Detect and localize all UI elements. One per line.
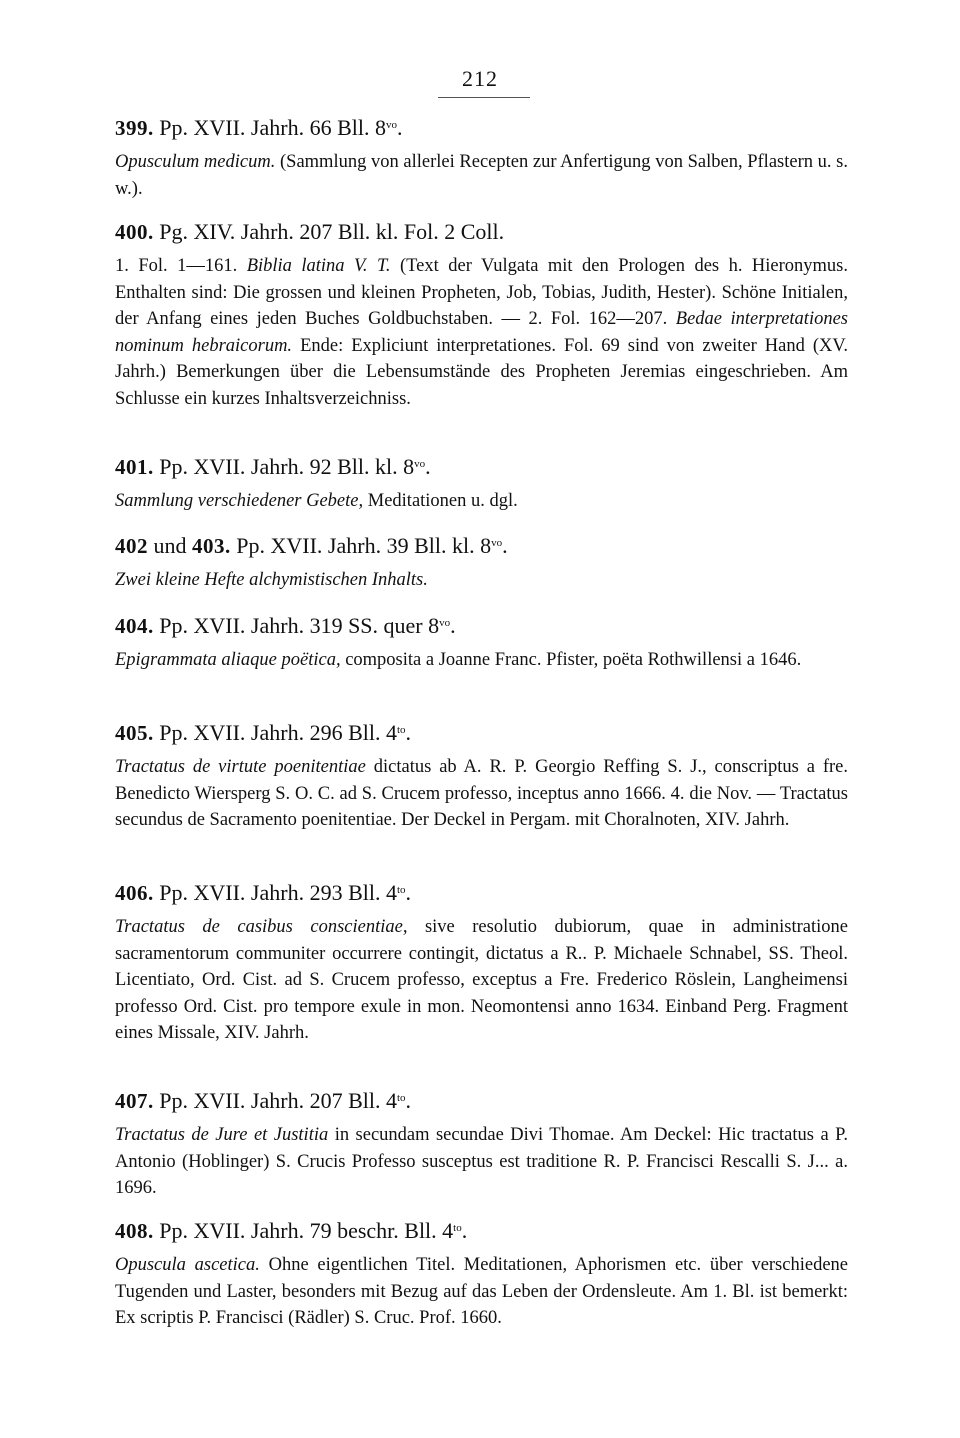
entry-number: 399.: [115, 116, 154, 140]
entry-heading: [115, 718, 848, 748]
entry-text: Meditationen u. dgl.: [363, 491, 518, 511]
heading-period: .: [425, 454, 431, 479]
entry-number: 401.: [115, 455, 154, 479]
entry-description: Pp. XVII. Jahrh. 39 Bll. kl. 8: [230, 533, 492, 558]
entry-404: [115, 611, 848, 674]
entry-description: Pg. XIV. Jahrh. 207 Bll. kl. Fol. 2 Coll.: [153, 219, 505, 244]
entry-text: composita a Joanne Franc. Pfister, poëta Rothwillensi a 1646.: [340, 650, 802, 670]
entry-number: 402: [115, 534, 148, 558]
entry-body: [115, 754, 848, 834]
entry-body: [115, 914, 848, 1047]
entry-heading: [115, 1216, 848, 1246]
entry-description: Pp. XVII. Jahrh. 66 Bll. 8: [153, 115, 386, 140]
entry-description: Pp. XVII. Jahrh. 207 Bll. 4: [153, 1088, 397, 1113]
page-number-rule: [438, 97, 530, 98]
entry-text: Ohne eigentlichen Titel. Meditationen, Aphorismen etc. über verschiedene Tugenden und Laster, besonders mit Bezug auf das Leben der Ordensleute. Am 1. Bl. ist bemerkt: Ex scriptis P. Francisci (Rädler) S. Cruc. Prof. 1660.: [115, 1255, 848, 1328]
entry-heading: [115, 1086, 848, 1116]
format-superscript: to: [396, 884, 406, 896]
entry-400: [115, 217, 848, 412]
entry-body: [115, 647, 848, 674]
entry-402-403: [115, 531, 848, 594]
entry-description: Pp. XVII. Jahrh. 319 SS. quer 8: [153, 613, 440, 638]
entry-text: dictatus ab A. R. P. Georgio Reffing S. J., conscriptus a fre. Benedicto Wiersperg S. O. C. ad S. Crucem professo, inceptus anno 1666. 4. die Nov. — Tractatus secundus de Sacramento poenitentiae. Der Deckel in Pergam. mit Choralnoten, XIV. Jahrh.: [115, 757, 848, 830]
entry-description: Pp. XVII. Jahrh. 293 Bll. 4: [153, 880, 397, 905]
heading-period: .: [502, 533, 508, 558]
entry-number: 408.: [115, 1219, 154, 1243]
work-title: Epigrammata aliaque poëtica,: [115, 650, 341, 670]
entry-text: in secundam secundae Divi Thomae. Am Deckel: Hic tractatus a P. Antonio (Hoblinger) S. Crucis Professo susceptus est traditione R. P. Francisci Rescalli S. J... a. 1696.: [115, 1125, 848, 1198]
entry-text: 1. Fol. 1—161.: [115, 256, 247, 276]
entry-number: 404.: [115, 614, 154, 638]
entry-heading: [115, 611, 848, 641]
entry-heading: [115, 531, 848, 561]
entry-body: [115, 253, 848, 412]
entry-body: [115, 149, 848, 202]
format-superscript: to: [453, 1222, 462, 1234]
entry-number: 400.: [115, 220, 154, 244]
entry-description: Pp. XVII. Jahrh. 92 Bll. kl. 8: [153, 454, 415, 479]
entry-body: [115, 1252, 848, 1332]
entry-heading: [115, 878, 848, 908]
format-superscript: vo: [439, 617, 451, 629]
entry-heading: [115, 113, 848, 143]
entry-conjunction: und: [148, 533, 192, 558]
format-superscript: to: [396, 1092, 406, 1104]
work-title: Tractatus de casibus conscientiae,: [115, 917, 408, 937]
heading-period: .: [461, 1218, 468, 1243]
entry-body: [115, 1122, 848, 1202]
entry-number: 406.: [115, 881, 154, 905]
entry-body: [115, 488, 848, 515]
work-title: Sammlung verschiedener Gebete,: [115, 491, 364, 511]
entry-number: 405.: [115, 721, 154, 745]
entry-408: [115, 1216, 848, 1332]
entry-heading: [115, 217, 848, 247]
heading-period: .: [450, 613, 456, 638]
entry-text: Ende: Expliciunt interpretationes. Fol. 69 sind von zweiter Hand (XV. Jahrh.) Bemerkungen über die Lebensumstände des Propheten Jeremias eingeschrieben. Am Schlusse ein kurzes Inhaltsverzeichniss.: [115, 335, 848, 409]
work-title: Zwei kleine Hefte alchymistischen Inhalts.: [115, 570, 428, 590]
entry-407: [115, 1086, 848, 1202]
entry-399: [115, 113, 848, 202]
heading-period: .: [405, 880, 412, 905]
format-superscript: vo: [414, 458, 426, 470]
format-superscript: vo: [491, 537, 503, 549]
entry-text: (Sammlung von allerlei Recepten zur Anfertigung von Salben, Pflastern u. s. w.).: [115, 152, 849, 199]
entry-text: sive resolutio dubiorum, quae in administratione sacramentorum communiter occurrere contingit, dictatus a R.. P. Michaele Schnabel, SS. Theol. Licentiato, Ord. Cist. ad S. Crucem professo, exceptus a Fre. Frederico Röslein, Langheimensi professo Ord. Cist. pro tempore exule in mon. Neomontensi anno 1634. Einband Perg. Fragment eines Missale, XIV. Jahrh.: [115, 917, 848, 1043]
heading-period: .: [405, 720, 412, 745]
entry-406: [115, 878, 848, 1047]
format-superscript: vo: [385, 119, 397, 131]
heading-period: .: [405, 1088, 412, 1113]
work-title: Tractatus de Jure et Justitia: [115, 1125, 329, 1145]
entry-description: Pp. XVII. Jahrh. 79 beschr. Bll. 4: [153, 1218, 454, 1243]
page-number: 212: [462, 66, 498, 91]
entry-heading: [115, 452, 848, 482]
entry-405: [115, 718, 848, 834]
entry-number: 403.: [192, 534, 231, 558]
entry-number: 407.: [115, 1089, 154, 1113]
work-title: Bedae interpretationes nominum hebraicorum.: [115, 309, 848, 356]
heading-period: .: [396, 115, 403, 140]
entry-body: [115, 567, 848, 594]
format-superscript: to: [396, 724, 406, 736]
entry-description: Pp. XVII. Jahrh. 296 Bll. 4: [153, 720, 397, 745]
work-title: Tractatus de virtute poenitentiae: [115, 757, 366, 777]
work-title: Opuscula ascetica.: [115, 1255, 260, 1275]
work-title: Biblia latina V. T.: [246, 256, 391, 276]
work-title: Opusculum medicum.: [115, 152, 276, 172]
entry-401: [115, 452, 848, 515]
entry-text: (Text der Vulgata mit den Prologen des h. Hieronymus. Enthalten sind: Die grossen und kleinen Propheten, Job, Tobias, Judith, Hester). Schöne Initialen, der Anfang eines jeden Buches Goldbuchstaben. — 2. Fol. 162—207.: [115, 256, 848, 329]
